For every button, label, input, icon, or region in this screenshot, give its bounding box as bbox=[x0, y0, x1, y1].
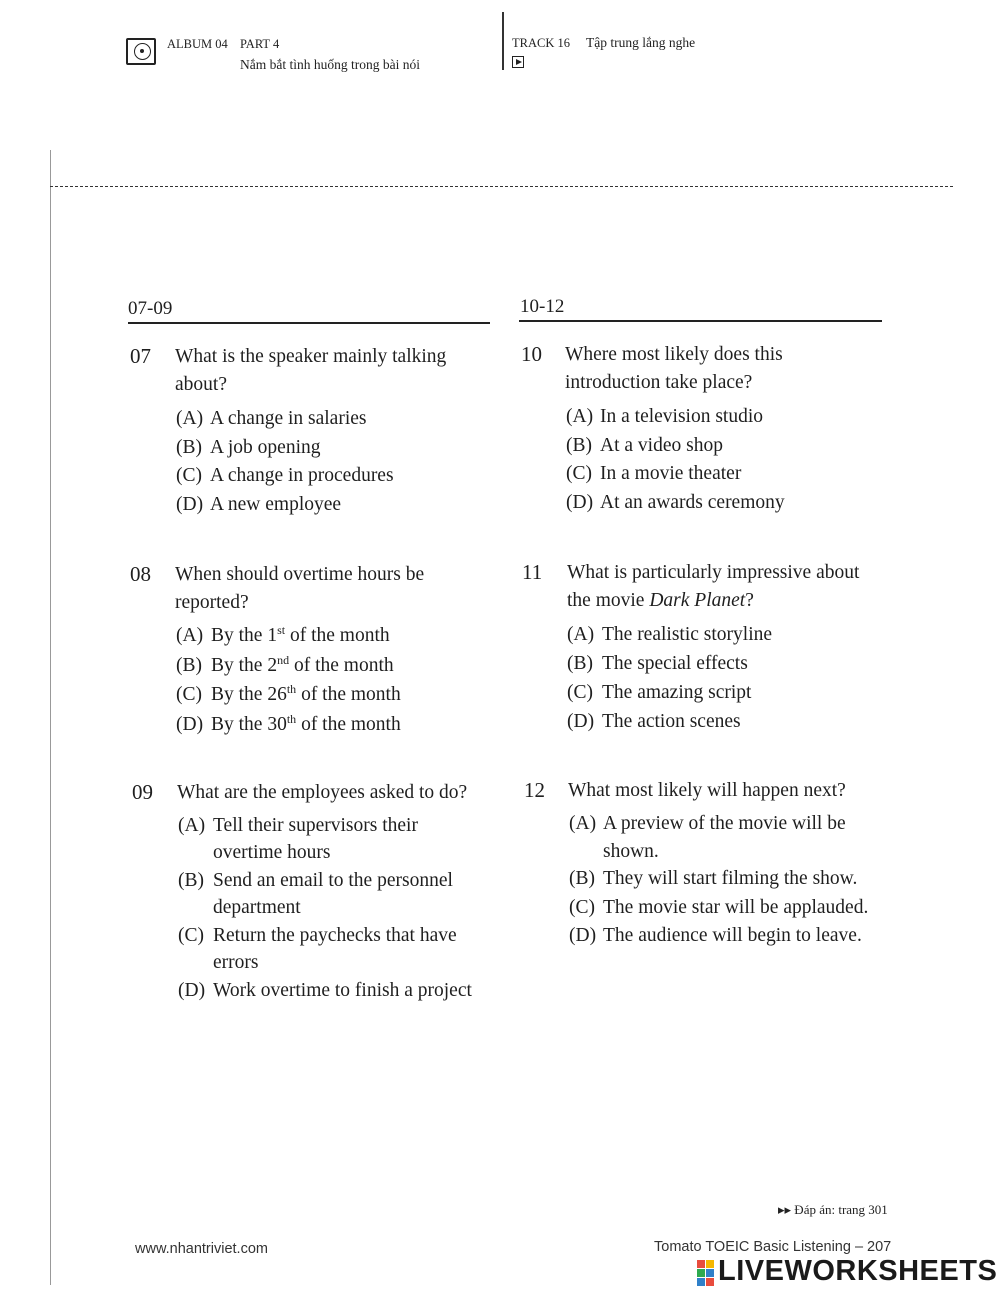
cd-icon bbox=[126, 38, 156, 65]
option-c[interactable]: (C) In a movie theater bbox=[566, 463, 742, 484]
options-list bbox=[176, 622, 401, 738]
play-icon[interactable] bbox=[512, 56, 524, 68]
section-rule bbox=[519, 320, 882, 322]
options-list bbox=[566, 403, 785, 516]
option-a[interactable]: (A) Tell their supervisors their overtime hours bbox=[178, 815, 418, 863]
question-number: 10 bbox=[521, 342, 542, 366]
option-d[interactable]: (D) By the 30th of the month bbox=[176, 711, 401, 735]
question-text: What is the speaker mainly talking about? bbox=[175, 346, 447, 395]
part-label: PART 4 bbox=[240, 37, 280, 51]
track-label: TRACK 16 bbox=[512, 36, 570, 50]
option-b[interactable]: (B) A job opening bbox=[176, 436, 321, 458]
question-text: What are the employees asked to do? bbox=[177, 782, 468, 803]
option-a[interactable]: (A) By the 1st of the month bbox=[176, 623, 390, 646]
option-d[interactable]: (D) The action scenes bbox=[567, 711, 741, 732]
option-b[interactable]: (B) At a video shop bbox=[566, 434, 723, 456]
option-b[interactable]: (B) Send an email to the personnel department bbox=[178, 870, 453, 918]
cut-line bbox=[50, 186, 953, 187]
options-list bbox=[178, 812, 472, 1004]
section-title: 10-12 bbox=[520, 296, 565, 317]
margin-line bbox=[50, 150, 51, 1285]
options-list bbox=[176, 405, 394, 518]
options-list bbox=[569, 810, 868, 950]
option-b[interactable]: (B) By the 2nd of the month bbox=[176, 652, 394, 676]
question-number: 07 bbox=[130, 344, 151, 368]
track-title: Tập trung lắng nghe bbox=[586, 35, 696, 50]
liveworksheets-watermark: LIVEWORKSHEETS bbox=[718, 1255, 998, 1287]
part-subtitle: Nắm bắt tình huống trong bài nói bbox=[240, 57, 420, 72]
options-list bbox=[567, 620, 772, 736]
footer-book-title: Tomato TOEIC Basic Listening – 207 bbox=[654, 1239, 892, 1255]
question-number: 12 bbox=[524, 778, 545, 802]
option-c[interactable]: (C) Return the paychecks that have errors bbox=[178, 925, 457, 973]
question-text: What is particularly impressive about the movie Dark Planet? bbox=[567, 562, 860, 611]
footer-url[interactable]: www.nhantriviet.com bbox=[135, 1241, 268, 1257]
question-number: 08 bbox=[130, 562, 151, 586]
option-d[interactable]: (D) A new employee bbox=[176, 493, 342, 515]
question-text: When should overtime hours be reported? bbox=[175, 564, 425, 613]
question-number: 09 bbox=[132, 780, 153, 804]
option-d[interactable]: (D) At an awards ceremony bbox=[566, 491, 785, 513]
option-c[interactable]: (C) The movie star will be applauded. bbox=[569, 896, 869, 918]
option-a[interactable]: (A) A preview of the movie will be shown. bbox=[569, 813, 846, 862]
option-a[interactable]: (A) In a television studio bbox=[566, 406, 764, 427]
option-a[interactable]: (A) The realistic storyline bbox=[567, 624, 773, 645]
section-title: 07-09 bbox=[128, 298, 173, 319]
option-d[interactable]: (D) Work overtime to finish a project bbox=[178, 980, 472, 1001]
option-b[interactable]: (B) They will start filming the show. bbox=[569, 868, 858, 889]
option-c[interactable]: (C) By the 26th of the month bbox=[176, 682, 401, 705]
option-b[interactable]: (B) The special effects bbox=[567, 653, 748, 674]
option-d[interactable]: (D) The audience will begin to leave. bbox=[569, 925, 862, 946]
question-text: What most likely will happen next? bbox=[568, 780, 846, 801]
header-divider bbox=[502, 12, 504, 70]
album-label: ALBUM 04 bbox=[167, 37, 228, 51]
question-text: Where most likely does this introduction take place? bbox=[565, 344, 783, 393]
answer-reference: ▸▸ Đáp án: trang 301 bbox=[778, 1202, 888, 1217]
section-rule bbox=[128, 322, 490, 324]
question-number: 11 bbox=[522, 560, 543, 584]
option-c[interactable]: (C) The amazing script bbox=[567, 682, 752, 703]
option-c[interactable]: (C) A change in procedures bbox=[176, 465, 394, 486]
option-a[interactable]: (A) A change in salaries bbox=[176, 408, 367, 429]
